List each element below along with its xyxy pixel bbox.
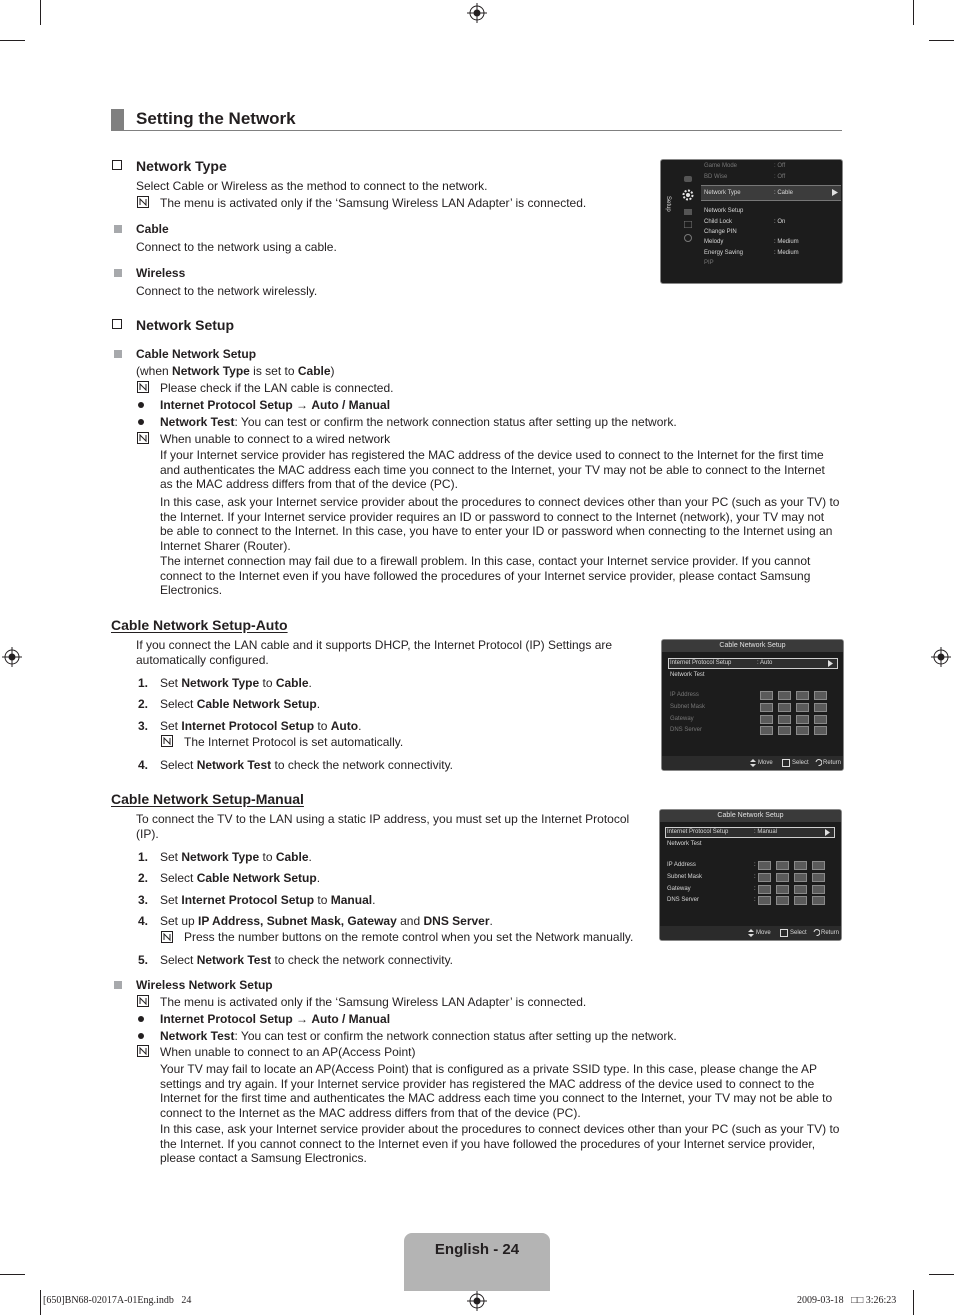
- ip-octet-box: [776, 885, 789, 894]
- select-label: Select: [792, 760, 809, 766]
- note-icon: [137, 196, 149, 208]
- ip-octet-box: [778, 691, 791, 700]
- page-number: English - 24: [434, 1241, 520, 1258]
- step-text-part: .: [316, 697, 321, 711]
- step-text-bold: Cable: [275, 676, 309, 690]
- menu-row-label: PIP: [704, 260, 714, 266]
- crop-mark: [0, 1274, 25, 1275]
- step-text-part: .: [372, 893, 376, 907]
- step-text-part: to: [259, 850, 276, 864]
- ip-octet-box: [776, 861, 789, 870]
- ip-octet-box: [776, 873, 789, 882]
- checkbox-bullet-icon: [112, 160, 122, 170]
- ap-fail-note: When unable to connect to an AP(Access Point): [160, 1045, 416, 1059]
- menu-row-label: Child Lock: [704, 219, 733, 225]
- right-arrow-icon: [832, 189, 838, 196]
- title-rule: [111, 130, 842, 131]
- ip-field-label: Gateway: [670, 716, 694, 722]
- note-icon: [137, 995, 149, 1007]
- step-number: 3.: [138, 719, 149, 733]
- ip-octet-box: [794, 896, 807, 905]
- menu-footer: [660, 926, 841, 940]
- cable-setup-manual-screenshot: [659, 809, 842, 941]
- move-label: Move: [758, 760, 773, 766]
- step-text: [160, 850, 312, 865]
- return-icon: [813, 929, 820, 936]
- note-icon: [161, 735, 173, 747]
- return-icon: [815, 759, 822, 766]
- menu-row-value: : Cable: [774, 190, 794, 196]
- menu-row-label: Network Type: [704, 190, 741, 196]
- ip-octet-box: [758, 861, 771, 870]
- move-icon: [748, 929, 754, 937]
- ip-octet-box: [776, 896, 789, 905]
- ip-octet-box: [814, 715, 827, 724]
- step-text-part: Set: [160, 719, 182, 733]
- ip-octet-box: [794, 873, 807, 882]
- ip-octet-box: [794, 885, 807, 894]
- step-text-bold: IP Address, Subnet Mask, Gateway: [198, 914, 397, 928]
- note-icon: [137, 1045, 149, 1057]
- step-text-part: Set: [160, 893, 182, 907]
- ip-field-label: DNS Server: [670, 727, 703, 733]
- ip-octet-box: [794, 861, 807, 870]
- step-number: 2.: [138, 697, 149, 711]
- ip-field-colon: :: [754, 874, 756, 880]
- step-text-bold: Internet Protocol Setup: [181, 893, 315, 907]
- setup-side-label: Setup: [665, 196, 671, 212]
- menu-footer: [662, 756, 843, 770]
- step-text-part: to: [314, 719, 331, 733]
- step-number: 1.: [138, 676, 149, 690]
- step-text-bold: Cable Network Setup: [196, 697, 317, 711]
- registration-mark-icon: [2, 647, 22, 667]
- step-text: [160, 719, 361, 734]
- step-text-bold: Internet Protocol Setup: [181, 719, 315, 733]
- menu-row-label: Melody: [704, 239, 724, 245]
- ip-octet-box: [796, 703, 809, 712]
- network-type-note: The menu is activated only if the ‘Samsung Wireless LAN Adapter’ is connected.: [160, 196, 587, 210]
- return-label: Return: [821, 930, 840, 936]
- step-number: 2.: [138, 871, 149, 885]
- step-text-bold: DNS Server: [423, 914, 490, 928]
- step-text: [160, 758, 453, 773]
- wired-fail-para-3: The internet connection may fail due to a firewall problem. In this case, contact your Internet service provider. If you cannot connect to the Internet even if you have followed the procedures of your Internet service provider, please contact Samsung Electronics.: [160, 554, 811, 597]
- ip-octet-box: [760, 691, 773, 700]
- ip-octet-box: [758, 885, 771, 894]
- step-number: 4.: [138, 914, 149, 928]
- wireless-network-test-item: Network Test: You can test or confirm the network connection status after setting up the network.: [160, 1029, 677, 1043]
- registration-mark-icon: [467, 1291, 487, 1311]
- page-title: Setting the Network: [136, 109, 296, 128]
- step-text-bold: Network Test: [196, 953, 272, 967]
- step-text-bold: Manual: [330, 893, 373, 907]
- input-icon: [684, 209, 692, 215]
- ip-octet-box: [812, 885, 825, 894]
- ip-setup-item: Internet Protocol Setup → Auto / Manual: [160, 398, 391, 412]
- note-icon: [137, 381, 149, 393]
- ip-octet-box: [814, 703, 827, 712]
- menu-value: : Manual: [754, 829, 778, 835]
- menu-value: : Auto: [757, 660, 773, 666]
- ip-field-colon: :: [754, 886, 756, 892]
- ip-octet-box: [758, 896, 771, 905]
- wired-fail-para-2: In this case, ask your Internet service provider about the procedures to connect devices other than your PC (such as your TV) to the Internet. If your Internet service provider requires an ID or password to connect to the Internet (network), your TV may not be able to connect to the Internet. In this case, you have to enter your ID or password when connecting to the Internet using an Internet Sharer (Router).: [160, 495, 840, 553]
- manual-intro: To connect the TV to the LAN using a static IP address, you must set up the Internet Protocol (IP).: [136, 812, 630, 841]
- bullet-dot: [138, 1033, 144, 1039]
- step-text-part: .: [308, 676, 312, 690]
- step-text-part: to: [259, 676, 276, 690]
- step-text: [160, 893, 375, 908]
- step-number: 3.: [138, 893, 149, 907]
- select-label: Select: [790, 930, 807, 936]
- section-heading-network-type: Network Type: [136, 158, 227, 174]
- ip-field-label: Gateway: [667, 886, 691, 892]
- ip-octet-box: [758, 873, 771, 882]
- select-icon: [782, 759, 790, 767]
- section-heading-manual: Cable Network Setup-Manual: [111, 791, 304, 807]
- menu-header: Cable Network Setup: [662, 640, 843, 652]
- crop-mark: [0, 40, 25, 41]
- crop-mark: [929, 40, 954, 41]
- ap-fail-para-2: In this case, ask your Internet service provider about the procedures to connect devices other than your PC (such as your TV) to the Internet. If you cannot connect to the Internet even if you have followed the procedures of your Internet service provider, please contact a Samsung Electronics.: [160, 1122, 840, 1165]
- ip-octet-box: [778, 715, 791, 724]
- step-text-bold: Network Type: [181, 676, 260, 690]
- lan-cable-note: Please check if the LAN cable is connected.: [160, 381, 394, 395]
- right-arrow-icon: [825, 829, 830, 836]
- step-text-part: Select: [160, 758, 197, 772]
- ip-field-label: IP Address: [667, 862, 696, 868]
- ip-octet-box: [814, 691, 827, 700]
- title-bar: [111, 109, 124, 131]
- step-number: 1.: [138, 850, 149, 864]
- manual-note: Press the number buttons on the remote control when you set the Network manually.: [184, 930, 634, 944]
- wireless-adapter-note: The menu is activated only if the ‘Samsung Wireless LAN Adapter’ is connected.: [160, 995, 587, 1009]
- file-info: [650]BN68-02017A-01Eng.indb 24: [43, 1295, 192, 1306]
- app-icon: [684, 221, 692, 228]
- step-text-part: Select: [160, 871, 197, 885]
- step-text: [160, 953, 453, 968]
- cable-setup-auto-screenshot: [661, 639, 844, 771]
- bullet-dot: [138, 419, 144, 425]
- wired-fail-para-1: If your Internet service provider has registered the MAC address of the device used to connect to the Internet for the first time and authenticates the MAC address each time you connect to the Internet, your TV may not be able to connect to the Internet as the MAC address differs from that of the device (PC).: [160, 448, 825, 491]
- step-text: [160, 676, 312, 691]
- step-text-bold: Network Type: [181, 850, 260, 864]
- square-bullet-icon: [114, 981, 122, 989]
- setup-menu-screenshot: [660, 159, 843, 284]
- cable-label: Cable: [136, 222, 169, 236]
- menu-row-label: Energy Saving: [704, 250, 744, 256]
- step-text-part: to: [314, 893, 331, 907]
- wireless-network-setup-label: Wireless Network Setup: [136, 978, 273, 992]
- menu-label: Network Test: [670, 672, 705, 678]
- note-icon: [137, 432, 149, 444]
- bullet-dot: [138, 402, 144, 408]
- wireless-label: Wireless: [136, 266, 186, 280]
- step-text-part: Set up: [160, 914, 199, 928]
- return-label: Return: [823, 760, 842, 766]
- picture-icon: [684, 176, 692, 182]
- ip-octet-box: [760, 703, 773, 712]
- gear-icon: [681, 188, 695, 202]
- cable-network-setup-label: Cable Network Setup: [136, 347, 257, 361]
- section-heading-network-setup: Network Setup: [136, 317, 235, 333]
- ip-octet-box: [760, 726, 773, 735]
- menu-row-label: BD Wise: [704, 174, 728, 180]
- step-text-part: Set: [160, 850, 182, 864]
- ip-field-colon: :: [754, 862, 756, 868]
- step-text-part: Select: [160, 953, 197, 967]
- auto-intro: If you connect the LAN cable and it supports DHCP, the Internet Protocol (IP) Settings are automatically configured.: [136, 638, 613, 667]
- menu-row-value: : On: [774, 219, 786, 225]
- crop-mark: [929, 1274, 954, 1275]
- cable-network-setup-condition: (when Network Type is set to Cable): [136, 364, 335, 378]
- network-test-item: Network Test: You can test or confirm the network connection status after setting up the network.: [160, 415, 677, 429]
- step-text-bold: Network Test: [196, 758, 272, 772]
- menu-row-label: Network Setup: [704, 208, 744, 214]
- step-text-part: .: [489, 914, 493, 928]
- section-heading-auto: Cable Network Setup-Auto: [111, 617, 288, 633]
- step-text: [160, 871, 320, 886]
- move-label: Move: [756, 930, 771, 936]
- menu-row-value: : Off: [774, 174, 786, 180]
- step-text-part: .: [308, 850, 312, 864]
- menu-label: Internet Protocol Setup: [667, 829, 729, 835]
- ip-octet-box: [796, 726, 809, 735]
- registration-mark-icon: [467, 3, 487, 23]
- menu-label: Internet Protocol Setup: [670, 660, 732, 666]
- step-number: 5.: [138, 953, 149, 967]
- registration-mark-icon: [931, 647, 951, 667]
- ip-octet-box: [760, 715, 773, 724]
- ip-octet-box: [778, 726, 791, 735]
- step-text-part: to check the network connectivity.: [271, 758, 454, 772]
- step-text-bold: Cable Network Setup: [196, 871, 317, 885]
- ip-field-colon: :: [754, 897, 756, 903]
- square-bullet-icon: [114, 269, 122, 277]
- ip-octet-box: [778, 703, 791, 712]
- crop-mark: [913, 1290, 914, 1315]
- ip-field-label: IP Address: [670, 692, 699, 698]
- wired-fail-note: When unable to connect to a wired network: [160, 432, 391, 446]
- menu-row-label: Game Mode: [704, 163, 738, 169]
- menu-row-value: : Off: [774, 163, 786, 169]
- ip-field-label: Subnet Mask: [667, 874, 703, 880]
- menu-header: Cable Network Setup: [660, 810, 841, 822]
- auto-note: The Internet Protocol is set automatically.: [184, 735, 404, 749]
- checkbox-bullet-icon: [112, 319, 122, 329]
- step-text-part: and: [396, 914, 424, 928]
- step-text-part: to check the network connectivity.: [271, 953, 454, 967]
- menu-icon-column: [681, 174, 697, 244]
- step-text-part: Select: [160, 697, 197, 711]
- wireless-desc: Connect to the network wirelessly.: [136, 284, 318, 298]
- note-icon: [161, 931, 173, 943]
- square-bullet-icon: [114, 225, 122, 233]
- support-icon: [684, 234, 692, 242]
- step-text-bold: Cable: [275, 850, 309, 864]
- menu-row-value: : Medium: [774, 250, 799, 256]
- ip-octet-box: [812, 861, 825, 870]
- move-icon: [750, 759, 756, 767]
- ip-octet-box: [812, 896, 825, 905]
- ip-octet-box: [796, 715, 809, 724]
- ap-fail-para-1: Your TV may fail to locate an AP(Access Point) that is configured as a private SSID type. In this case, please change the AP settings and try again. If your Internet service provider has registered the MAC address of the device used to connect to the Internet for the first time and authenticates the MAC address each time you connect to the Internet, your TV may not be able to connect to the Internet as the MAC address differs from that of the device (PC).: [160, 1062, 833, 1120]
- crop-mark: [913, 0, 914, 25]
- step-text: [160, 697, 320, 712]
- right-arrow-icon: [828, 660, 833, 667]
- menu-row-label: Change PIN: [704, 229, 737, 235]
- step-text-part: .: [358, 719, 362, 733]
- menu-label: Network Test: [667, 841, 702, 847]
- crop-mark: [40, 1290, 41, 1315]
- cable-desc: Connect to the network using a cable.: [136, 240, 337, 254]
- crop-mark: [40, 0, 41, 25]
- bullet-dot: [138, 1016, 144, 1022]
- network-type-desc: Select Cable or Wireless as the method to connect to the network.: [136, 179, 488, 193]
- menu-row-value: : Medium: [774, 239, 799, 245]
- ip-octet-box: [812, 873, 825, 882]
- step-text: [160, 914, 493, 929]
- wireless-ip-setup-item: Internet Protocol Setup → Auto / Manual: [160, 1012, 391, 1026]
- step-number: 4.: [138, 758, 149, 772]
- ip-octet-box: [796, 691, 809, 700]
- ip-field-label: DNS Server: [667, 897, 700, 903]
- ip-field-label: Subnet Mask: [670, 704, 706, 710]
- square-bullet-icon: [114, 350, 122, 358]
- step-text-part: Set: [160, 676, 182, 690]
- print-date: 2009-03-18 □□ 3:26:23: [797, 1295, 897, 1306]
- ip-octet-box: [814, 726, 827, 735]
- step-text-part: .: [316, 871, 321, 885]
- select-icon: [780, 929, 788, 937]
- step-text-bold: Auto: [330, 719, 359, 733]
